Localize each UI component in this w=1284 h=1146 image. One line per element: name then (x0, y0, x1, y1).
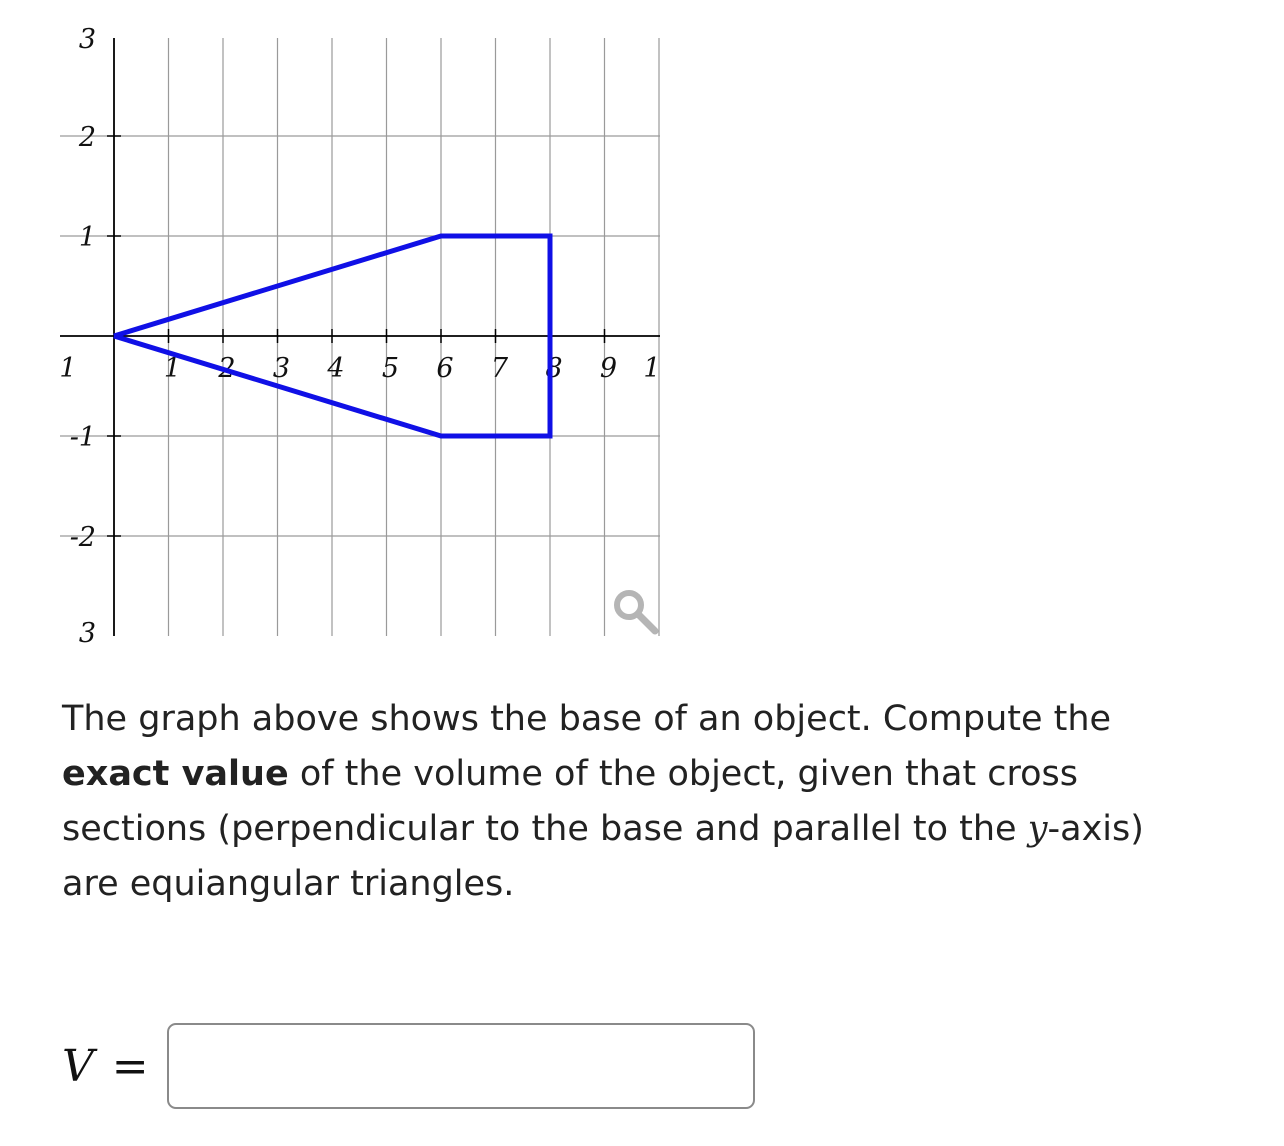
x-tick-label: 9 (599, 353, 618, 384)
y-tick-label: 3 (78, 618, 96, 649)
question-part-3: -axis) are equiangular triangles. (62, 809, 1144, 904)
question-part-2: of the volume of the object, given that cross sections (perpendicular to the base and parallel to the (62, 754, 1078, 849)
answer-variable: V (62, 1040, 94, 1092)
y-tick-label: -2 (69, 522, 96, 553)
y-tick-label: 1 (78, 222, 96, 253)
volume-answer-input[interactable] (167, 1023, 755, 1109)
x-tick-label: 1 (163, 353, 182, 384)
x-tick-label: 6 (436, 353, 454, 384)
y-tick-label: 3 (78, 24, 96, 55)
x-tick-label: 1 (59, 353, 77, 384)
question-text (62, 692, 1202, 912)
answer-row (62, 1020, 755, 1112)
x-tick-label: 1 (643, 353, 661, 384)
magnifier-icon[interactable] (610, 588, 662, 636)
question-emphasis: exact value (62, 754, 289, 794)
grid-lines (60, 38, 660, 636)
axes (60, 38, 660, 636)
base-graph (0, 0, 670, 650)
x-tick-label: 2 (218, 353, 236, 384)
x-tick-label: 8 (545, 353, 563, 384)
question-variable: y (1027, 809, 1048, 849)
question-part-1: The graph above shows the base of an object. Compute the (62, 699, 1112, 739)
x-tick-label: 5 (381, 353, 400, 384)
x-tick-label: 3 (272, 353, 291, 384)
x-tick-label: 4 (327, 353, 345, 384)
y-tick-label: 2 (78, 122, 96, 153)
x-tick-label: 7 (490, 353, 509, 384)
answer-label (62, 1041, 167, 1092)
answer-equals-sign: = (111, 1040, 149, 1092)
y-tick-label: -1 (69, 422, 96, 453)
